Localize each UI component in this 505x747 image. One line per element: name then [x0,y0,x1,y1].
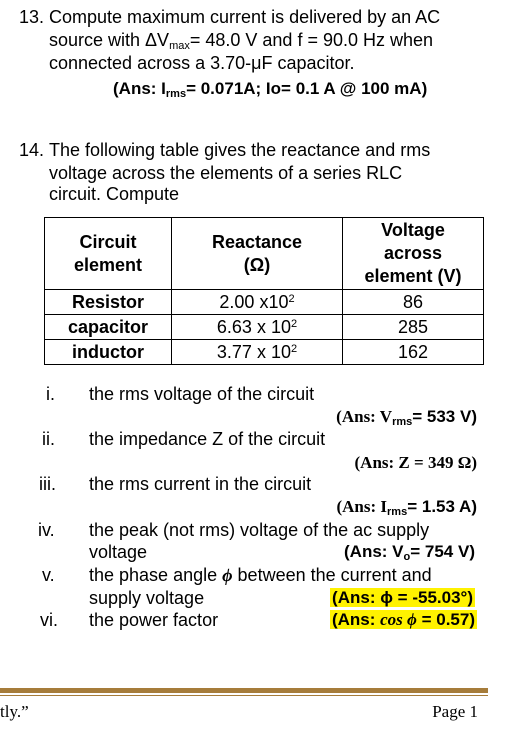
header-circuit-element: Circuit element [45,218,172,290]
part-i-number: i. [46,384,55,404]
q13-line3: connected across a 3.70-μF capacitor. [49,53,355,73]
cell-reactance: 2.00 $x10^2$ [172,290,343,315]
q14-line2: voltage across the elements of a series RLC [49,163,403,183]
part-ii-number: ii. [42,429,55,449]
part-vi-text: the power factor [89,610,219,630]
part-v-line1: the phase angle ϕ between the current and [89,565,432,585]
table-row [45,340,484,365]
part-vi-answer: (Ans: cos ϕ = 0.57) [331,610,475,629]
footer-left-text: tly.” [0,702,29,721]
header-voltage: Voltage across element (V) [343,218,484,290]
q14-number: 14. [19,140,45,160]
cell-reactance: 6.63 x $10^2$ [172,315,343,340]
table-row [45,290,484,315]
part-iii-text: the rms current in the circuit [89,474,312,494]
cell-voltage: 86 [343,290,484,315]
cell-voltage: 285 [343,315,484,340]
cell-reactance: 3.77 x $10^2$ [172,340,343,365]
footer-rule-thick [0,688,488,693]
q13-number: 13. [19,7,45,27]
page-number: Page 1 [432,702,478,721]
reactance-table [44,217,484,365]
cell-element: Resistor [45,290,172,315]
part-iii-number: iii. [39,474,56,494]
part-v-answer: (Ans: ϕ = -55.03°) [332,588,473,607]
cell-element: capacitor [45,315,172,340]
q13-line2: source with $\Delta V_{max}= 48.0$ V and f = 90.0 Hz when [49,30,434,52]
part-ii-text: the impedance Z of the circuit [89,429,326,449]
part-iii-answer: (Ans: $I_{rms}= 1.53$ A) [336,497,477,518]
footer-rule-thin [0,695,488,696]
part-iv-line1: the peak (not rms) voltage of the ac supply [89,520,430,540]
part-vi-number: vi. [40,610,58,630]
part-v-number: v. [42,565,55,585]
part-iv-line2: voltage [89,542,148,562]
q13-line1: Compute maximum current is delivered by an AC [49,7,441,27]
part-i-text: the rms voltage of the circuit [89,384,315,404]
part-i-answer: (Ans: $V_{rms}= 533$ V) [336,407,477,428]
part-iv-answer: (Ans: $V_o= 754$ V) [344,542,475,563]
q13-answer: (Ans: $I_{rms}= 0.071A$; Io= 0.1 A @ 100 mA) [113,79,428,100]
cell-element: inductor [45,340,172,365]
part-v-line2: supply voltage [89,588,205,608]
part-ii-answer: (Ans: Z = 349 Ω) [354,453,477,472]
q14-line3: circuit. Compute [49,184,180,204]
cell-voltage: 162 [343,340,484,365]
table-row [45,315,484,340]
part-iv-number: iv. [38,520,55,540]
header-reactance: Reactance (Ω) [172,218,343,290]
q14-line1: The following table gives the reactance and rms [49,140,431,160]
table-header-row [45,218,484,290]
